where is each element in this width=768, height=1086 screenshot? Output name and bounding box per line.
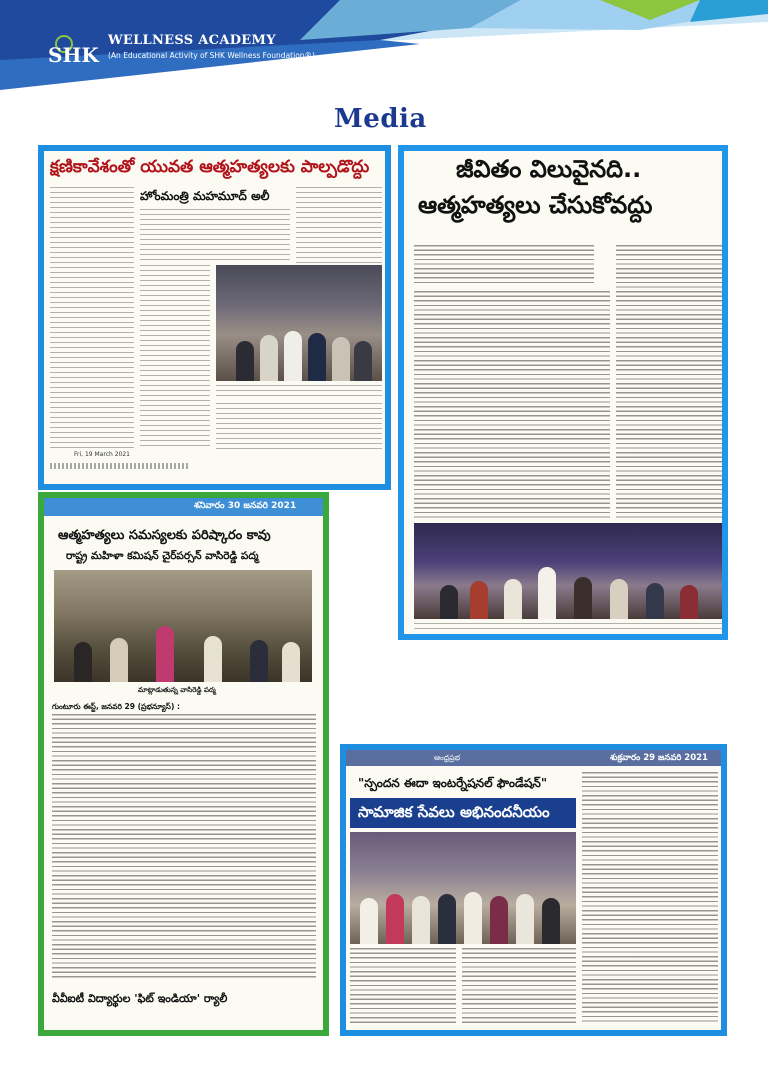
clipping-1-text-col-a [50, 187, 134, 449]
clipping-4-headline-1: "స్పందన ఈదా ఇంటర్నేషనల్ ఫౌండేషన్" [358, 776, 548, 790]
clipping-1-subhead: హోంమంత్రి మహమూద్ అలీ [140, 189, 270, 203]
page-title: Media [334, 104, 427, 134]
clipping-4-photo [350, 832, 576, 944]
clipping-2-text-col-b [616, 245, 722, 519]
clipping-3-body-text [52, 714, 316, 980]
clipping-2-bullets [414, 245, 594, 285]
clipping-2-caption-lines [414, 623, 722, 631]
clipping-1 [38, 145, 391, 490]
clipping-3-subhead: రాష్ట్ర మహిళా కమిషన్ చైర్‌పర్సన్ వాసిరెడ్డి పద్మ [66, 550, 259, 562]
clipping-3-headline: ఆత్మహత్యలు సమస్యలకు పరిష్కారం కావు [58, 528, 271, 543]
clipping-3-date: శనివారం 30 జనవరి 2021 [194, 501, 297, 511]
clipping-1-caption-lines [216, 385, 382, 399]
clipping-1-text-col-b [140, 209, 290, 261]
clipping-4-date: శుక్రవారం 29 జనవరి 2021 [610, 753, 708, 763]
clipping-1-footer-bar [50, 463, 190, 469]
shk-logo [44, 28, 102, 68]
clipping-2-text-col-a [414, 291, 610, 519]
clipping-3-footer-headline: వీవీఐటీ విద్యార్థుల 'ఫిట్ ఇండియా' ర్యాలీ [52, 992, 228, 1005]
clipping-1-text-col-c [296, 187, 382, 263]
clipping-2-photo [414, 523, 722, 619]
clipping-3-body-start: గుంటూరు ఈస్ట్, జనవరి 29 (ప్రభన్యూస్) : [52, 702, 180, 711]
clipping-2 [398, 145, 728, 640]
brand-subtitle: (An Educational Activity of SHK Wellness Foundation®) [108, 51, 315, 60]
clipping-2-headline-1: జీవితం విలువైనది.. [456, 155, 642, 183]
clipping-4 [340, 744, 727, 1036]
clipping-4-caption-lines [350, 948, 456, 1024]
clipping-3-photo [54, 570, 312, 682]
clipping-1-photo [216, 265, 382, 381]
clipping-1-footer: Fri, 19 March 2021 [74, 451, 130, 458]
clipping-4-text-col-a [462, 948, 576, 1024]
brand-name: WELLNESS ACADEMY [108, 33, 276, 48]
clipping-1-text-col-d [140, 265, 210, 449]
clipping-4-text-col-b [582, 772, 718, 1024]
clipping-4-headline-2: సామాజిక సేవలు అభినందనీయం [358, 803, 550, 821]
clipping-3-caption: మాట్లాడుతున్న వాసిరెడ్డి పద్మ [138, 686, 216, 694]
clipping-1-headline: క్షణికావేశంతో యువత ఆత్మహత్యలకు పాల్పడొద్దు [50, 157, 370, 177]
clipping-4-paper: ఆంధ్రప్రభ [434, 753, 461, 762]
clipping-2-headline-2: ఆత్మహత్యలు చేసుకోవద్దు [418, 191, 653, 219]
clipping-3 [38, 492, 329, 1036]
clipping-1-text-col-e [216, 403, 382, 449]
logo-text: SHK [48, 43, 99, 67]
